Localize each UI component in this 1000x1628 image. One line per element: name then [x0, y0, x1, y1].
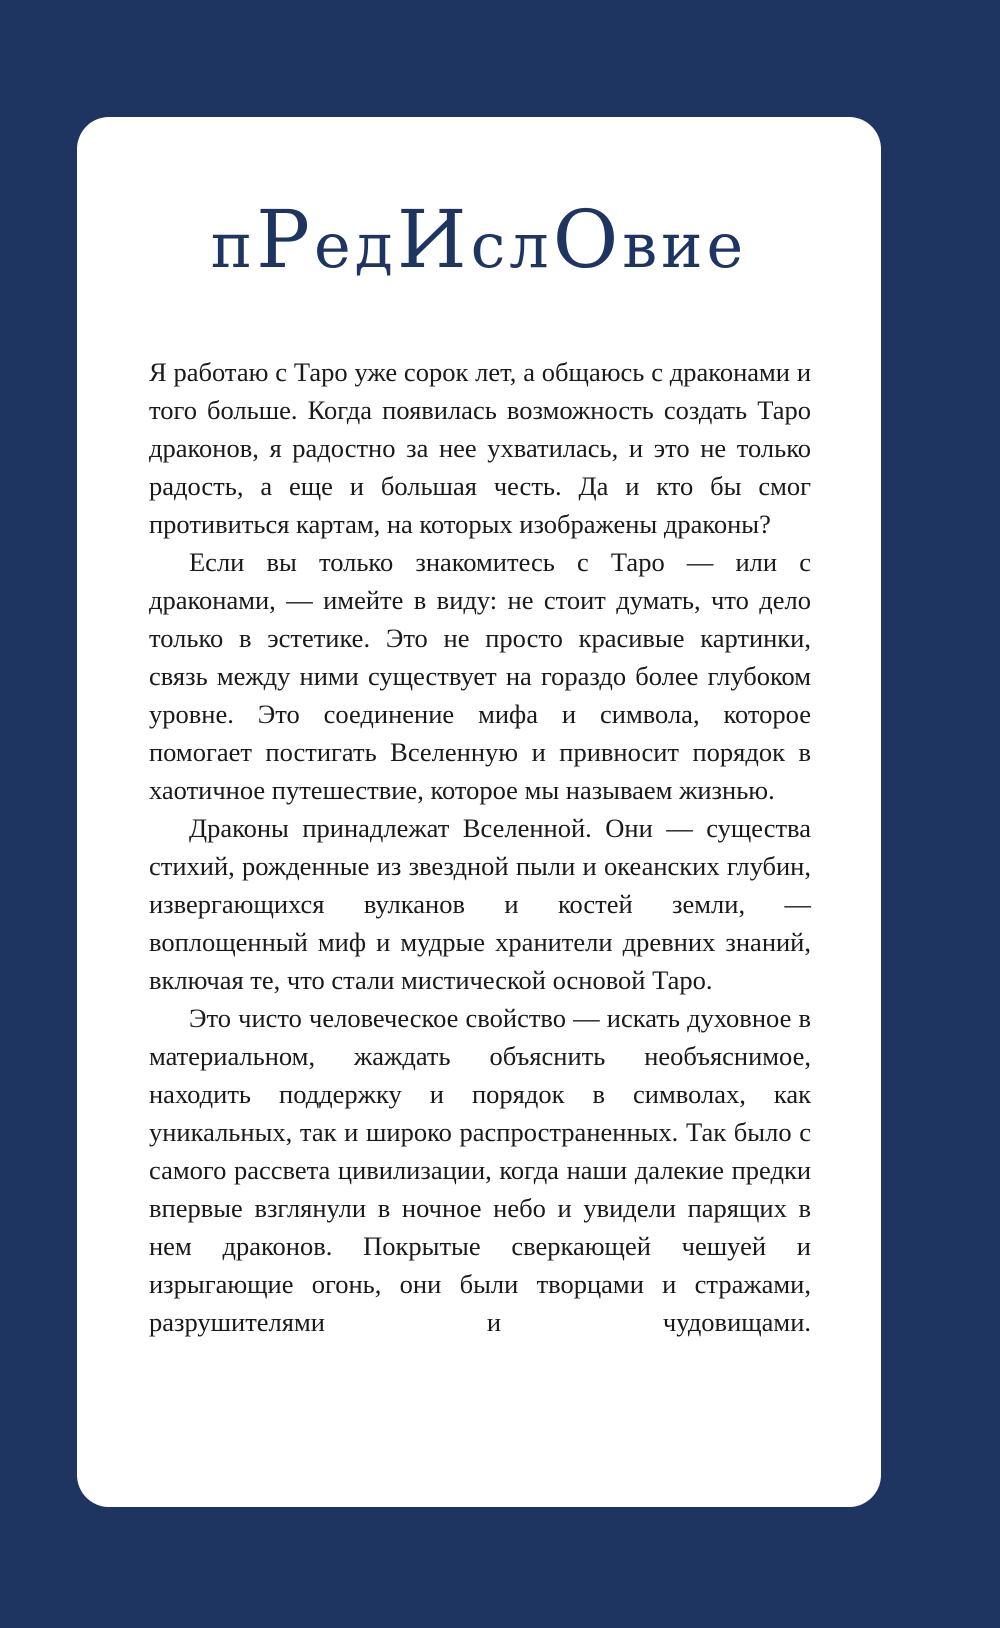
title-part: Р — [256, 193, 314, 286]
title-part: О — [552, 193, 623, 286]
paragraph: Если вы только знакомитесь с Таро — или с драконами, — имейте в виду: не стоит думать, что дело только в эстетике. Это не просто красивые картинки, связь между ними существует на гораздо более глубоком уровне. Это соединение мифа и символа, которое помогает постигать Вселенную и привносит порядок в хаотичное путешествие, которое мы называем жизнью. — [149, 547, 811, 805]
title-part: вие — [622, 209, 748, 282]
body-text — [149, 353, 811, 1341]
paragraph: Это чисто человеческое свойство — искать духовное в материальном, жаждать объяснить необъяснимое, находить поддержку и порядок в символах, как уникальных, так и широко распространенных. Так было с самого рассвета цивилизации, когда наши далекие предки впервые взглянули в ночное небо и увидели парящих в нем драконов. Покрытые сверкающей чешуей и изрыгающие огонь, они были творцами и стражами, разрушителями и чудовищами. — [149, 1003, 811, 1337]
paragraph: Драконы принадлежат Вселенной. Они — существа стихий, рожденные из звездной пыли и океанских глубин, извергающихся вулканов и костей земли, — воплощенный миф и мудрые хранители древних знаний, включая те, что стали мистической основой Таро. — [149, 813, 811, 995]
page-card — [77, 117, 881, 1507]
title-part: И — [396, 193, 471, 286]
chapter-title — [77, 195, 881, 291]
paragraph: Я работаю с Таро уже сорок лет, а общаюсь с драконами и того больше. Когда появилась возможность создать Таро драконов, я радостно за нее ухватилась, и это не только радость, а еще и большая честь. Да и кто бы смог противиться картам, на которых изображены драконы? — [149, 357, 811, 539]
title-part: ед — [313, 209, 397, 282]
title-part: п — [210, 209, 257, 282]
title-part: сл — [470, 209, 553, 282]
